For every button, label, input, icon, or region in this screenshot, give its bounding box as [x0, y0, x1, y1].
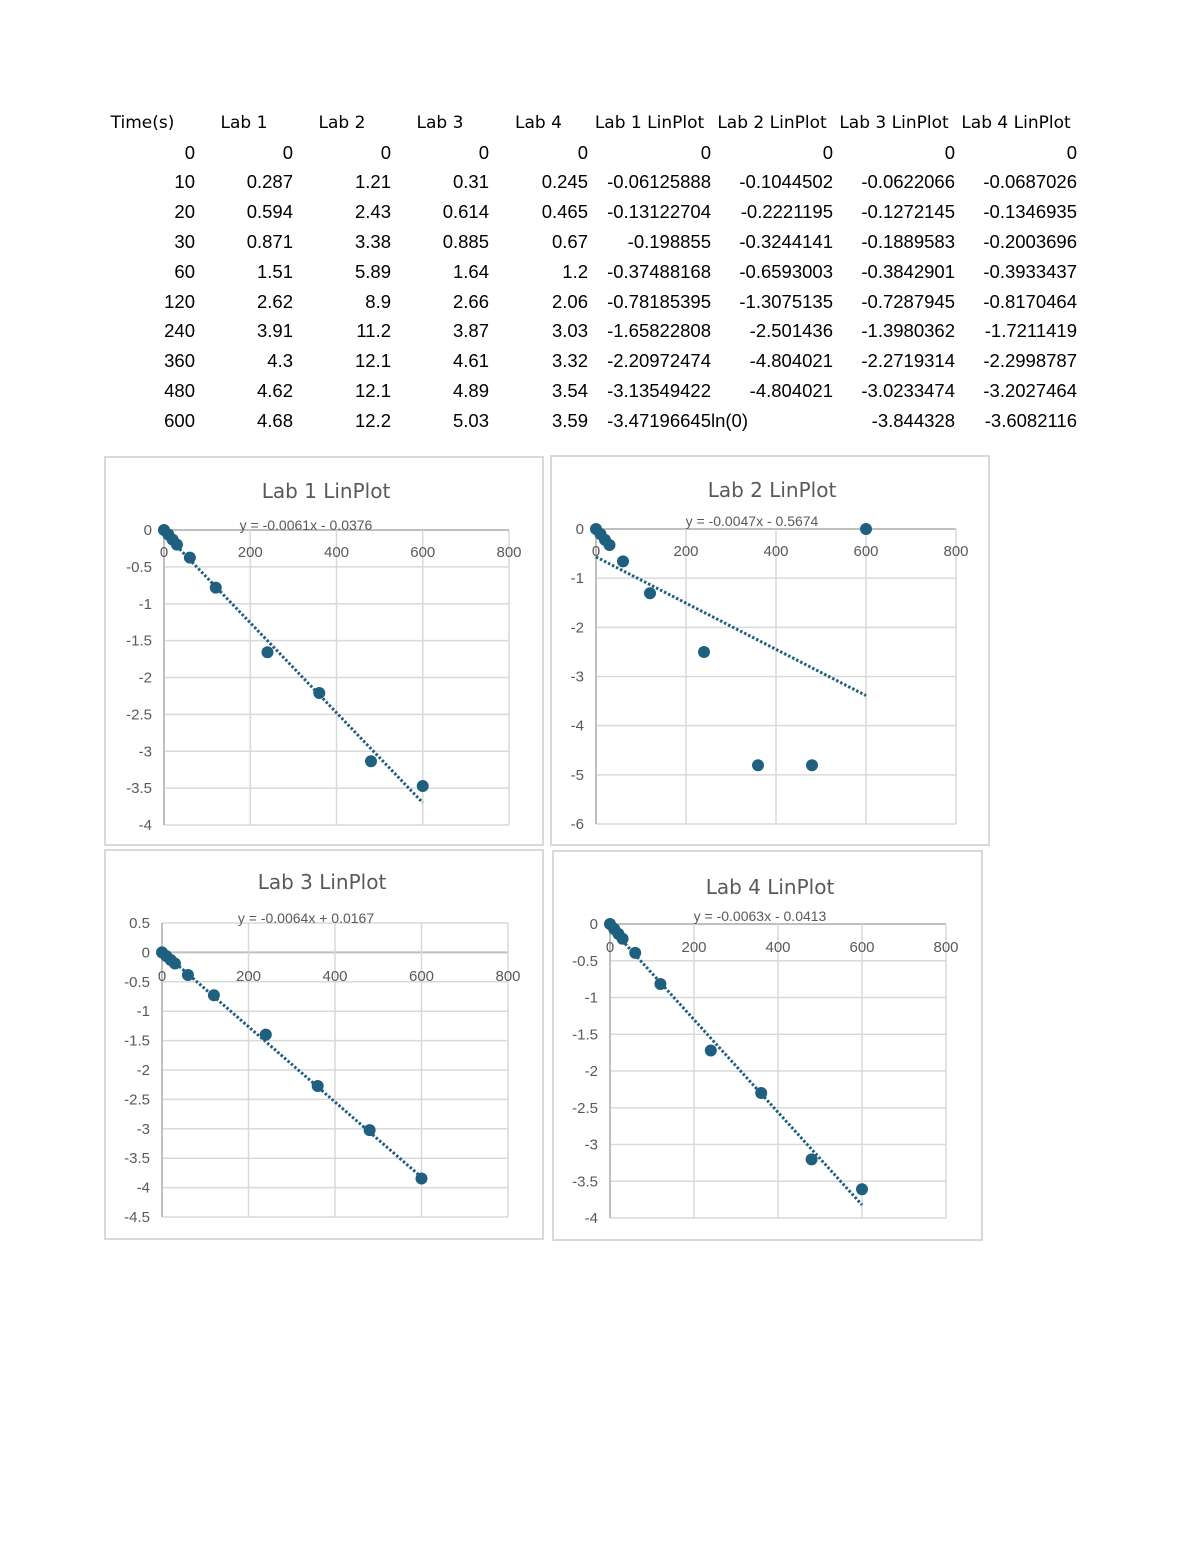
table-cell: 0 [478, 141, 489, 163]
chart-4-svg [554, 852, 985, 1243]
data-point [617, 555, 629, 567]
table-cell: 0.465 [541, 201, 588, 223]
y-tick-label: -2 [138, 669, 152, 687]
table-cell: -0.37488168 [607, 260, 711, 282]
data-table [90, 108, 1077, 436]
table-cell: 2.62 [256, 290, 293, 312]
column-header: Lab 1 LinPlot [594, 112, 705, 133]
x-tick-label: 800 [943, 543, 969, 560]
chart-lab-1-linplot [104, 456, 544, 846]
table-cell: -2.501436 [749, 320, 833, 342]
data-point [860, 523, 872, 535]
data-point [262, 646, 274, 658]
table-cell: -1.65822808 [607, 320, 711, 342]
y-tick-label: -4 [570, 717, 584, 735]
data-point [806, 759, 818, 771]
table-cell: -0.1889583 [861, 231, 955, 253]
table-header-row [90, 108, 1077, 138]
y-tick-label: -3 [138, 743, 152, 761]
data-point [755, 1087, 767, 1099]
chart-title: Lab 4 LinPlot [705, 875, 835, 899]
trendline-equation: y = -0.0047x - 0.5674 [685, 513, 819, 529]
table-cell: 0 [944, 141, 955, 163]
x-tick-label: 200 [681, 939, 707, 956]
column-header: Lab 1 [220, 112, 268, 133]
x-tick-label: 600 [410, 544, 436, 561]
table-cell: 0 [1066, 141, 1077, 163]
table-cell: -0.2003696 [983, 231, 1077, 253]
data-point [364, 1124, 376, 1136]
table-cell: 2.66 [452, 290, 489, 312]
table-cell: -4.804021 [749, 380, 833, 402]
table-cell: 0 [700, 141, 711, 163]
y-tick-label: -1.5 [572, 1026, 598, 1044]
x-tick-label: 400 [322, 968, 348, 985]
y-tick-label: -5 [570, 766, 584, 784]
x-tick-label: 600 [849, 939, 875, 956]
data-point [260, 1029, 272, 1041]
table-cell: -0.6593003 [739, 260, 833, 282]
table-row [90, 287, 1077, 317]
table-cell: -1.3075135 [739, 290, 833, 312]
table-row [90, 376, 1077, 406]
table-cell: 3.54 [551, 380, 588, 402]
x-tick-label: 400 [323, 544, 350, 561]
x-tick-label: 200 [235, 968, 262, 985]
chart-1-svg [106, 458, 546, 848]
table-cell: 3.38 [354, 231, 391, 253]
data-point [365, 755, 377, 767]
data-point [629, 947, 641, 959]
data-point [654, 978, 666, 990]
y-tick-label: -4 [138, 817, 152, 834]
table-cell: 10 [174, 171, 195, 193]
y-tick-label: -0.5 [124, 973, 150, 991]
table-cell: -0.198855 [627, 231, 711, 253]
y-tick-label: -3.5 [124, 1150, 150, 1168]
x-tick-label: 800 [933, 939, 959, 956]
table-cell: -0.78185395 [607, 290, 711, 312]
column-header: Lab 4 [515, 112, 562, 133]
y-tick-label: -3.5 [572, 1173, 598, 1191]
data-point [208, 989, 220, 1001]
table-cell: -0.1044502 [739, 171, 833, 193]
table-cell: 0 [822, 141, 833, 163]
y-tick-label: -1 [138, 595, 152, 613]
table-row [90, 227, 1077, 257]
data-point [210, 582, 222, 594]
data-point [617, 933, 629, 945]
x-tick-label: 800 [496, 544, 522, 561]
y-tick-label: -2 [136, 1062, 150, 1079]
chart-lab-3-linplot [104, 849, 544, 1240]
data-point [184, 552, 196, 564]
table-row [90, 406, 1077, 436]
table-cell: 0 [282, 141, 293, 163]
table-cell: -0.1272145 [861, 201, 955, 223]
data-point [698, 646, 710, 658]
column-header: Time(s) [110, 112, 175, 133]
table-cell: -2.2719314 [861, 350, 955, 372]
table-cell: -3.2027464 [983, 380, 1077, 402]
x-tick-label: 400 [763, 543, 789, 560]
table-cell: 0 [184, 141, 195, 163]
y-tick-label: -3 [136, 1120, 150, 1138]
table-cell: 0.31 [452, 171, 489, 193]
y-tick-label: 0.5 [129, 915, 150, 932]
table-cell: 240 [164, 320, 195, 342]
column-header: Lab 4 LinPlot [961, 112, 1071, 133]
y-tick-label: -4 [584, 1210, 598, 1227]
data-point [312, 1080, 324, 1092]
data-point [416, 1172, 428, 1184]
x-tick-label: 0 [605, 939, 615, 956]
table-row [90, 168, 1077, 198]
data-point [752, 759, 764, 771]
table-cell: -2.2998787 [983, 350, 1077, 372]
table-cell: -4.804021 [749, 350, 833, 372]
trendline [162, 951, 422, 1177]
table-cell: 0.594 [246, 201, 293, 223]
y-tick-label: -3.5 [126, 780, 152, 798]
trendline-equation: y = -0.0063x - 0.0413 [693, 908, 827, 924]
y-tick-label: 0 [143, 522, 152, 539]
table-cell: 3.03 [551, 320, 588, 342]
table-cell: 480 [164, 380, 195, 402]
table-cell: ln(0) [711, 409, 749, 431]
y-tick-label: -1.5 [126, 632, 152, 650]
table-cell: 3.91 [256, 320, 293, 342]
table-cell: 1.64 [452, 260, 489, 282]
y-tick-label: 0 [589, 916, 598, 933]
x-tick-label: 200 [237, 544, 263, 561]
table-cell: 0.871 [246, 231, 293, 253]
data-point [313, 687, 325, 699]
data-point [644, 587, 656, 599]
chart-title: Lab 3 LinPlot [257, 870, 387, 894]
table-cell: 12.1 [354, 380, 391, 402]
chart-title: Lab 2 LinPlot [707, 478, 837, 502]
table-cell: 1.2 [562, 260, 588, 282]
table-cell: 3.32 [551, 350, 588, 372]
table-row [90, 257, 1077, 287]
trendline [610, 927, 862, 1205]
table-cell: -0.2221195 [740, 201, 833, 223]
y-tick-label: -0.5 [126, 558, 152, 576]
data-point [169, 958, 181, 970]
table-cell: -3.6082116 [984, 409, 1077, 431]
x-tick-label: 0 [157, 968, 167, 985]
y-tick-label: -1.5 [124, 1032, 150, 1050]
y-tick-label: -2.5 [124, 1091, 150, 1109]
table-cell: 2.43 [354, 201, 391, 223]
table-cell: 3.59 [551, 409, 588, 431]
table-cell: -3.47196645 [607, 409, 711, 431]
chart-2-svg [552, 457, 992, 848]
trendline-equation: y = -0.0064x + 0.0167 [237, 910, 375, 926]
table-body [90, 138, 1077, 436]
y-tick-label: -6 [570, 816, 584, 833]
data-point [604, 539, 616, 551]
table-cell: -1.3980362 [861, 320, 955, 342]
table-cell: 0.245 [541, 171, 588, 193]
table-cell: 4.68 [256, 409, 293, 431]
y-tick-label: -2.5 [126, 706, 152, 724]
table-cell: -3.0233474 [861, 380, 955, 402]
y-tick-label: -3 [570, 668, 584, 686]
y-tick-label: -2 [584, 1063, 598, 1080]
x-tick-label: 600 [853, 543, 879, 560]
table-cell: 1.21 [354, 171, 391, 193]
data-point [171, 539, 183, 551]
table-cell: 30 [174, 231, 195, 253]
chart-lab-2-linplot [550, 455, 990, 846]
table-row [90, 346, 1077, 376]
table-cell: 60 [174, 260, 195, 282]
table-cell: 0.885 [442, 231, 489, 253]
x-tick-label: 0 [591, 543, 601, 560]
table-cell: 4.62 [256, 380, 293, 402]
table-cell: 0 [380, 141, 391, 163]
table-cell: -0.3842901 [861, 260, 955, 282]
x-tick-label: 600 [408, 968, 435, 985]
table-cell: 360 [164, 350, 195, 372]
column-header: Lab 2 LinPlot [717, 112, 827, 133]
table-cell: 12.1 [354, 350, 391, 372]
table-cell: -0.7287945 [861, 290, 955, 312]
data-point [182, 969, 194, 981]
y-tick-label: 0 [575, 521, 584, 538]
table-cell: -0.3933437 [983, 260, 1077, 282]
table-cell: -0.3244141 [739, 231, 833, 253]
table-row [90, 197, 1077, 227]
x-tick-label: 200 [673, 543, 699, 560]
table-cell: -2.20972474 [607, 350, 711, 372]
y-tick-label: -3 [584, 1136, 598, 1154]
table-cell: 5.03 [452, 409, 489, 431]
y-tick-label: -1 [136, 1003, 150, 1021]
table-cell: -0.13122704 [607, 201, 711, 223]
table-cell: -1.7211419 [984, 320, 1077, 342]
table-cell: -3.844328 [871, 409, 955, 431]
y-tick-label: -2 [570, 619, 584, 637]
x-tick-label: 400 [765, 939, 791, 956]
table-cell: 0.67 [551, 231, 588, 253]
table-cell: 3.87 [452, 320, 489, 342]
table-cell: 5.89 [354, 260, 391, 282]
data-point [417, 780, 429, 792]
x-tick-label: 800 [495, 968, 521, 985]
table-cell: 1.51 [256, 260, 293, 282]
table-cell: 11.2 [356, 320, 391, 342]
y-tick-label: -1 [570, 570, 584, 588]
data-point [856, 1183, 868, 1195]
table-cell: -0.06125888 [607, 171, 711, 193]
table-row [90, 317, 1077, 347]
y-tick-label: -4 [136, 1179, 150, 1197]
table-cell: 120 [164, 290, 195, 312]
y-tick-label: -4.5 [124, 1209, 150, 1226]
y-tick-label: -2.5 [572, 1099, 598, 1117]
table-cell: 4.61 [452, 350, 489, 372]
table-cell: 0.614 [442, 201, 489, 223]
data-point [705, 1045, 717, 1057]
table-cell: 4.89 [452, 380, 489, 402]
table-cell: -0.1346935 [983, 201, 1077, 223]
y-tick-label: -0.5 [572, 952, 598, 970]
table-cell: 20 [174, 201, 195, 223]
data-point [806, 1153, 818, 1165]
table-cell: 0.287 [246, 171, 293, 193]
column-header: Lab 3 [416, 112, 464, 133]
trendline-equation: y = -0.0061x - 0.0376 [239, 517, 373, 533]
x-tick-label: 0 [159, 544, 169, 561]
chart-3-svg [106, 851, 546, 1242]
table-cell: -0.8170464 [983, 290, 1077, 312]
table-cell: 600 [164, 409, 195, 431]
chart-lab-4-linplot [552, 850, 983, 1241]
table-cell: 8.9 [365, 290, 391, 312]
y-tick-label: -1 [584, 989, 598, 1007]
trendline [164, 533, 423, 803]
table-cell: -3.13549422 [607, 380, 711, 402]
table-cell: 2.06 [551, 290, 588, 312]
table-cell: -0.0622066 [861, 171, 955, 193]
table-row [90, 138, 1077, 168]
chart-title: Lab 1 LinPlot [261, 479, 391, 503]
column-header: Lab 2 [318, 112, 366, 133]
column-header: Lab 3 LinPlot [839, 112, 949, 133]
table-cell: 4.3 [267, 350, 293, 372]
y-tick-label: 0 [141, 944, 150, 962]
table-cell: 12.2 [354, 409, 391, 431]
table-cell: 0 [577, 141, 588, 163]
table-cell: -0.0687026 [983, 171, 1077, 193]
